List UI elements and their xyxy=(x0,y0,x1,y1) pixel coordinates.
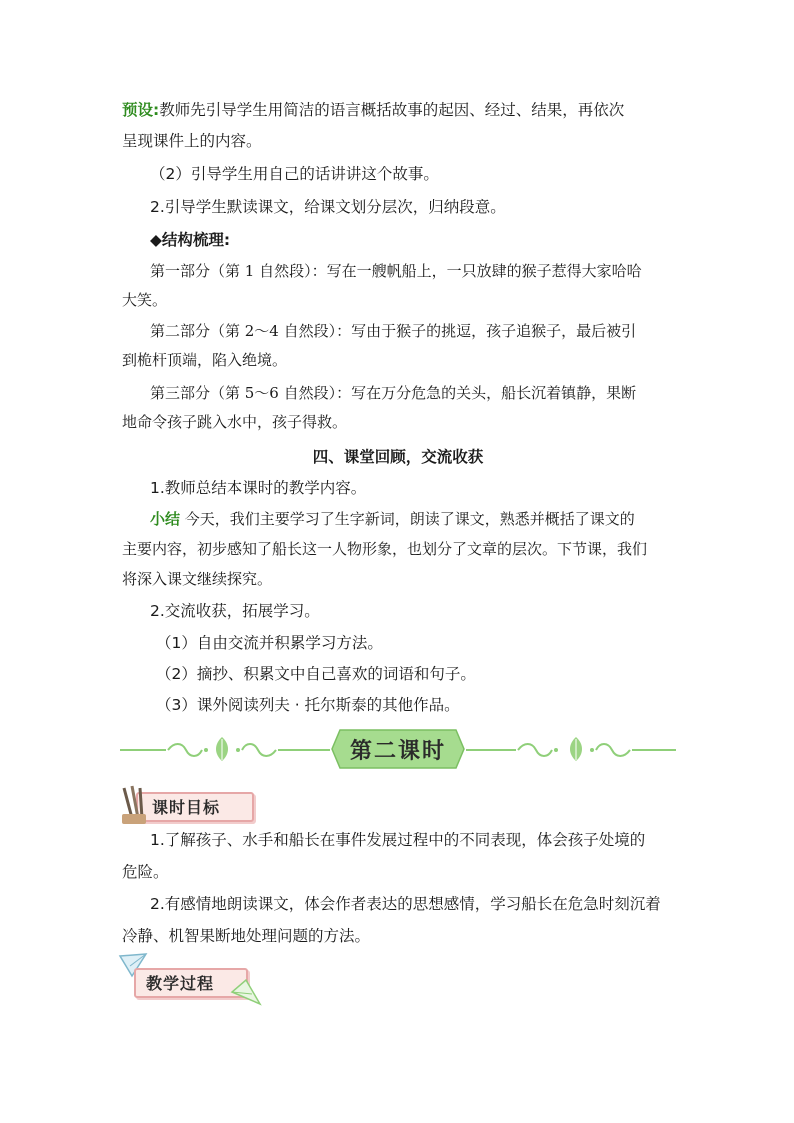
structure-heading: ◆结构梳理: xyxy=(150,231,231,249)
section-heading: 四、课堂回顾，交流收获 xyxy=(312,448,484,466)
list-item: （3）课外阅读列夫 · 托尔斯泰的其他作品。 xyxy=(156,696,460,714)
list-item: （2）引导学生用自己的话讲讲这个故事。 xyxy=(150,165,439,183)
leaf-icon xyxy=(212,736,232,762)
swirl-icon xyxy=(588,740,632,760)
objective-item: 1.了解孩子、水手和船长在事件发展过程中的不同表现，体会孩子处境的 xyxy=(150,831,646,849)
part3-text: 第三部分（第 5～6 自然段）：写在万分危急的关头，船长沉着镇静，果断 xyxy=(150,384,637,402)
list-item: 2.交流收获，拓展学习。 xyxy=(150,602,320,620)
summary-text: 今天，我们主要学习了生字新词，朗读了课文，熟悉并概括了课文的 xyxy=(184,510,635,528)
process-tag-label: 教学过程 xyxy=(146,974,215,993)
brush-icon xyxy=(118,784,152,826)
lesson-banner xyxy=(330,728,466,770)
lesson-divider xyxy=(120,728,676,772)
swirl-icon xyxy=(516,740,560,760)
part2-text-2: 到桅杆顶端，陷入绝境。 xyxy=(122,351,288,369)
summary-paragraph xyxy=(150,508,674,530)
preset-line-2: 呈现课件上的内容。 xyxy=(122,132,262,150)
list-item: 2.引导学生默读课文，给课文划分层次，归纳段意。 xyxy=(150,198,506,216)
part3-text-2: 地命令孩子跳入水中，孩子得救。 xyxy=(122,413,348,431)
objectives-tag-label: 课时目标 xyxy=(152,798,221,817)
summary-label: 小结 xyxy=(150,510,181,528)
banner-title: 第二课时 xyxy=(349,737,446,764)
summary-line-2: 主要内容，初步感知了船长这一人物形象，也划分了文章的层次。下节课，我们 xyxy=(122,540,648,558)
summary-line-3: 将深入课文继续探究。 xyxy=(122,570,273,588)
swirl-icon xyxy=(234,740,278,760)
objective-item-2: 冷静、机智果断地处理问题的方法。 xyxy=(122,927,371,945)
paper-plane-icon xyxy=(230,978,262,1006)
objective-item: 2.有感情地朗读课文，体会作者表达的思想感情，学习船长在危急时刻沉着 xyxy=(150,895,661,913)
leaf-icon xyxy=(566,736,586,762)
preset-paragraph xyxy=(122,99,674,121)
preset-label: 预设: xyxy=(122,101,160,119)
objectives-tag xyxy=(118,784,258,826)
part1-text-2: 大笑。 xyxy=(122,291,168,309)
list-item: 1.教师总结本课时的教学内容。 xyxy=(150,479,367,497)
part1-text: 第一部分（第 1 自然段）：写在一艘帆船上，一只放肆的猴子惹得大家哈哈 xyxy=(150,262,642,280)
list-item: （1）自由交流并积累学习方法。 xyxy=(156,634,383,652)
swirl-icon xyxy=(166,740,210,760)
process-tag xyxy=(118,952,263,1008)
part2-text: 第二部分（第 2～4 自然段）：写由于猴子的挑逗，孩子追猴子，最后被引 xyxy=(150,322,637,340)
objective-item-2: 危险。 xyxy=(122,863,169,881)
preset-text: 教师先引导学生用简洁的语言概括故事的起因、经过、结果，再依次 xyxy=(159,101,625,119)
list-item: （2）摘抄、积累文中自己喜欢的词语和句子。 xyxy=(156,665,476,683)
